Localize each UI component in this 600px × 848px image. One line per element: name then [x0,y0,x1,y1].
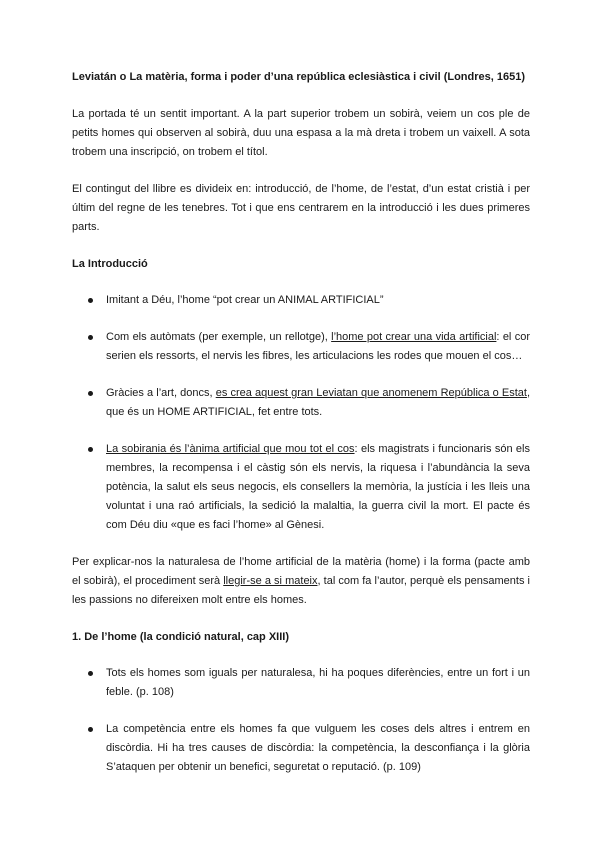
bullet-text: : els magistrats i funcionaris són els membres, la recompensa i el càstig són els nervis, la riquesa i l’abundància la seva potència, la salut els seus negocis, els consellers la memòria, la justícia i les lleis una voluntat i una raó artificials, la sedició la malaltia, la guerra civil la mort. El pacte és com Déu diu «que es faci l’home» al Gènesi. [106,443,530,531]
bullet-icon [88,671,93,676]
underlined-text: La sobirania és l’ànima artificial que mou tot el cos [106,443,355,455]
bullet-icon [88,391,93,396]
list-item [72,720,530,777]
list-item [72,384,530,422]
section-heading-introduccio: La Introducció [72,258,148,270]
underlined-text: es crea aquest gran Leviatan que anomenem República o Estat [215,387,527,399]
bullet-icon [88,447,93,452]
bullet-icon [88,335,93,340]
underlined-text: l’home pot crear una vida artificial [331,331,497,343]
bullet-text: : el cor serien els ressorts, el nervis les fibres, les articulacions les rodes que mouen el cos… [106,331,530,362]
bullet-text: Imitant a Déu, l’home “pot crear un ANIMAL ARTIFICIAL” [106,294,384,306]
paragraph-text: , tal com fa l’autor, perquè els pensaments i les passions no difereixen molt entre els homes. [72,575,531,606]
bullet-icon [88,298,93,303]
paragraph-contingut: El contingut del llibre es divideix en: introducció, de l’home, de l’estat, d’un estat cristià i per últim del regne de les tenebres. Tot i que ens centrarem en la introducció i les dues primeres parts. [72,183,530,233]
paragraph-text: Per explicar-nos la naturalesa de l’home artificial de la matèria (home) i la forma (pacte amb el sobirà), el procediment serà [72,556,530,587]
de-lhome-bullet-list [72,664,530,777]
underlined-text: llegir-se a si mateix [223,575,318,587]
document-page [72,68,530,795]
introduccio-bullet-list [72,291,530,535]
list-item [72,440,530,535]
bullet-icon [88,727,93,732]
bullet-text: , que és un HOME ARTIFICIAL, fet entre tots. [106,387,530,418]
document-title: Leviatán o La matèria, forma i poder d’una república eclesiàstica i civil (Londres, 1651) [72,71,525,83]
paragraph-portada: La portada té un sentit important. A la part superior trobem un sobirà, veiem un cos ple de petits homes qui observen al sobirà, duu una espasa a la mà dreta i trobem un vaixell. A sota trobem una inscripció, on trobem el títol. [72,108,530,158]
section-heading-de-lhome: 1. De l’home (la condició natural, cap XIII) [72,631,289,643]
list-item [72,328,530,366]
bullet-text: Com els autòmats (per exemple, un rellotge), [106,331,332,343]
paragraph-procediment [72,553,530,610]
list-item [72,664,530,702]
bullet-text: Tots els homes som iguals per naturalesa, hi ha poques diferències, entre un fort i un feble. (p. 108) [106,667,530,698]
list-item [72,291,530,310]
bullet-text: Gràcies a l’art, doncs, [106,387,216,399]
bullet-text: La competència entre els homes fa que vulguem les coses dels altres i entrem en discòrdia. Hi ha tres causes de discòrdia: la competència, la desconfiança i la glòria S’ataquen per obtenir un benefici, seguretat o reputació. (p. 109) [106,723,530,773]
